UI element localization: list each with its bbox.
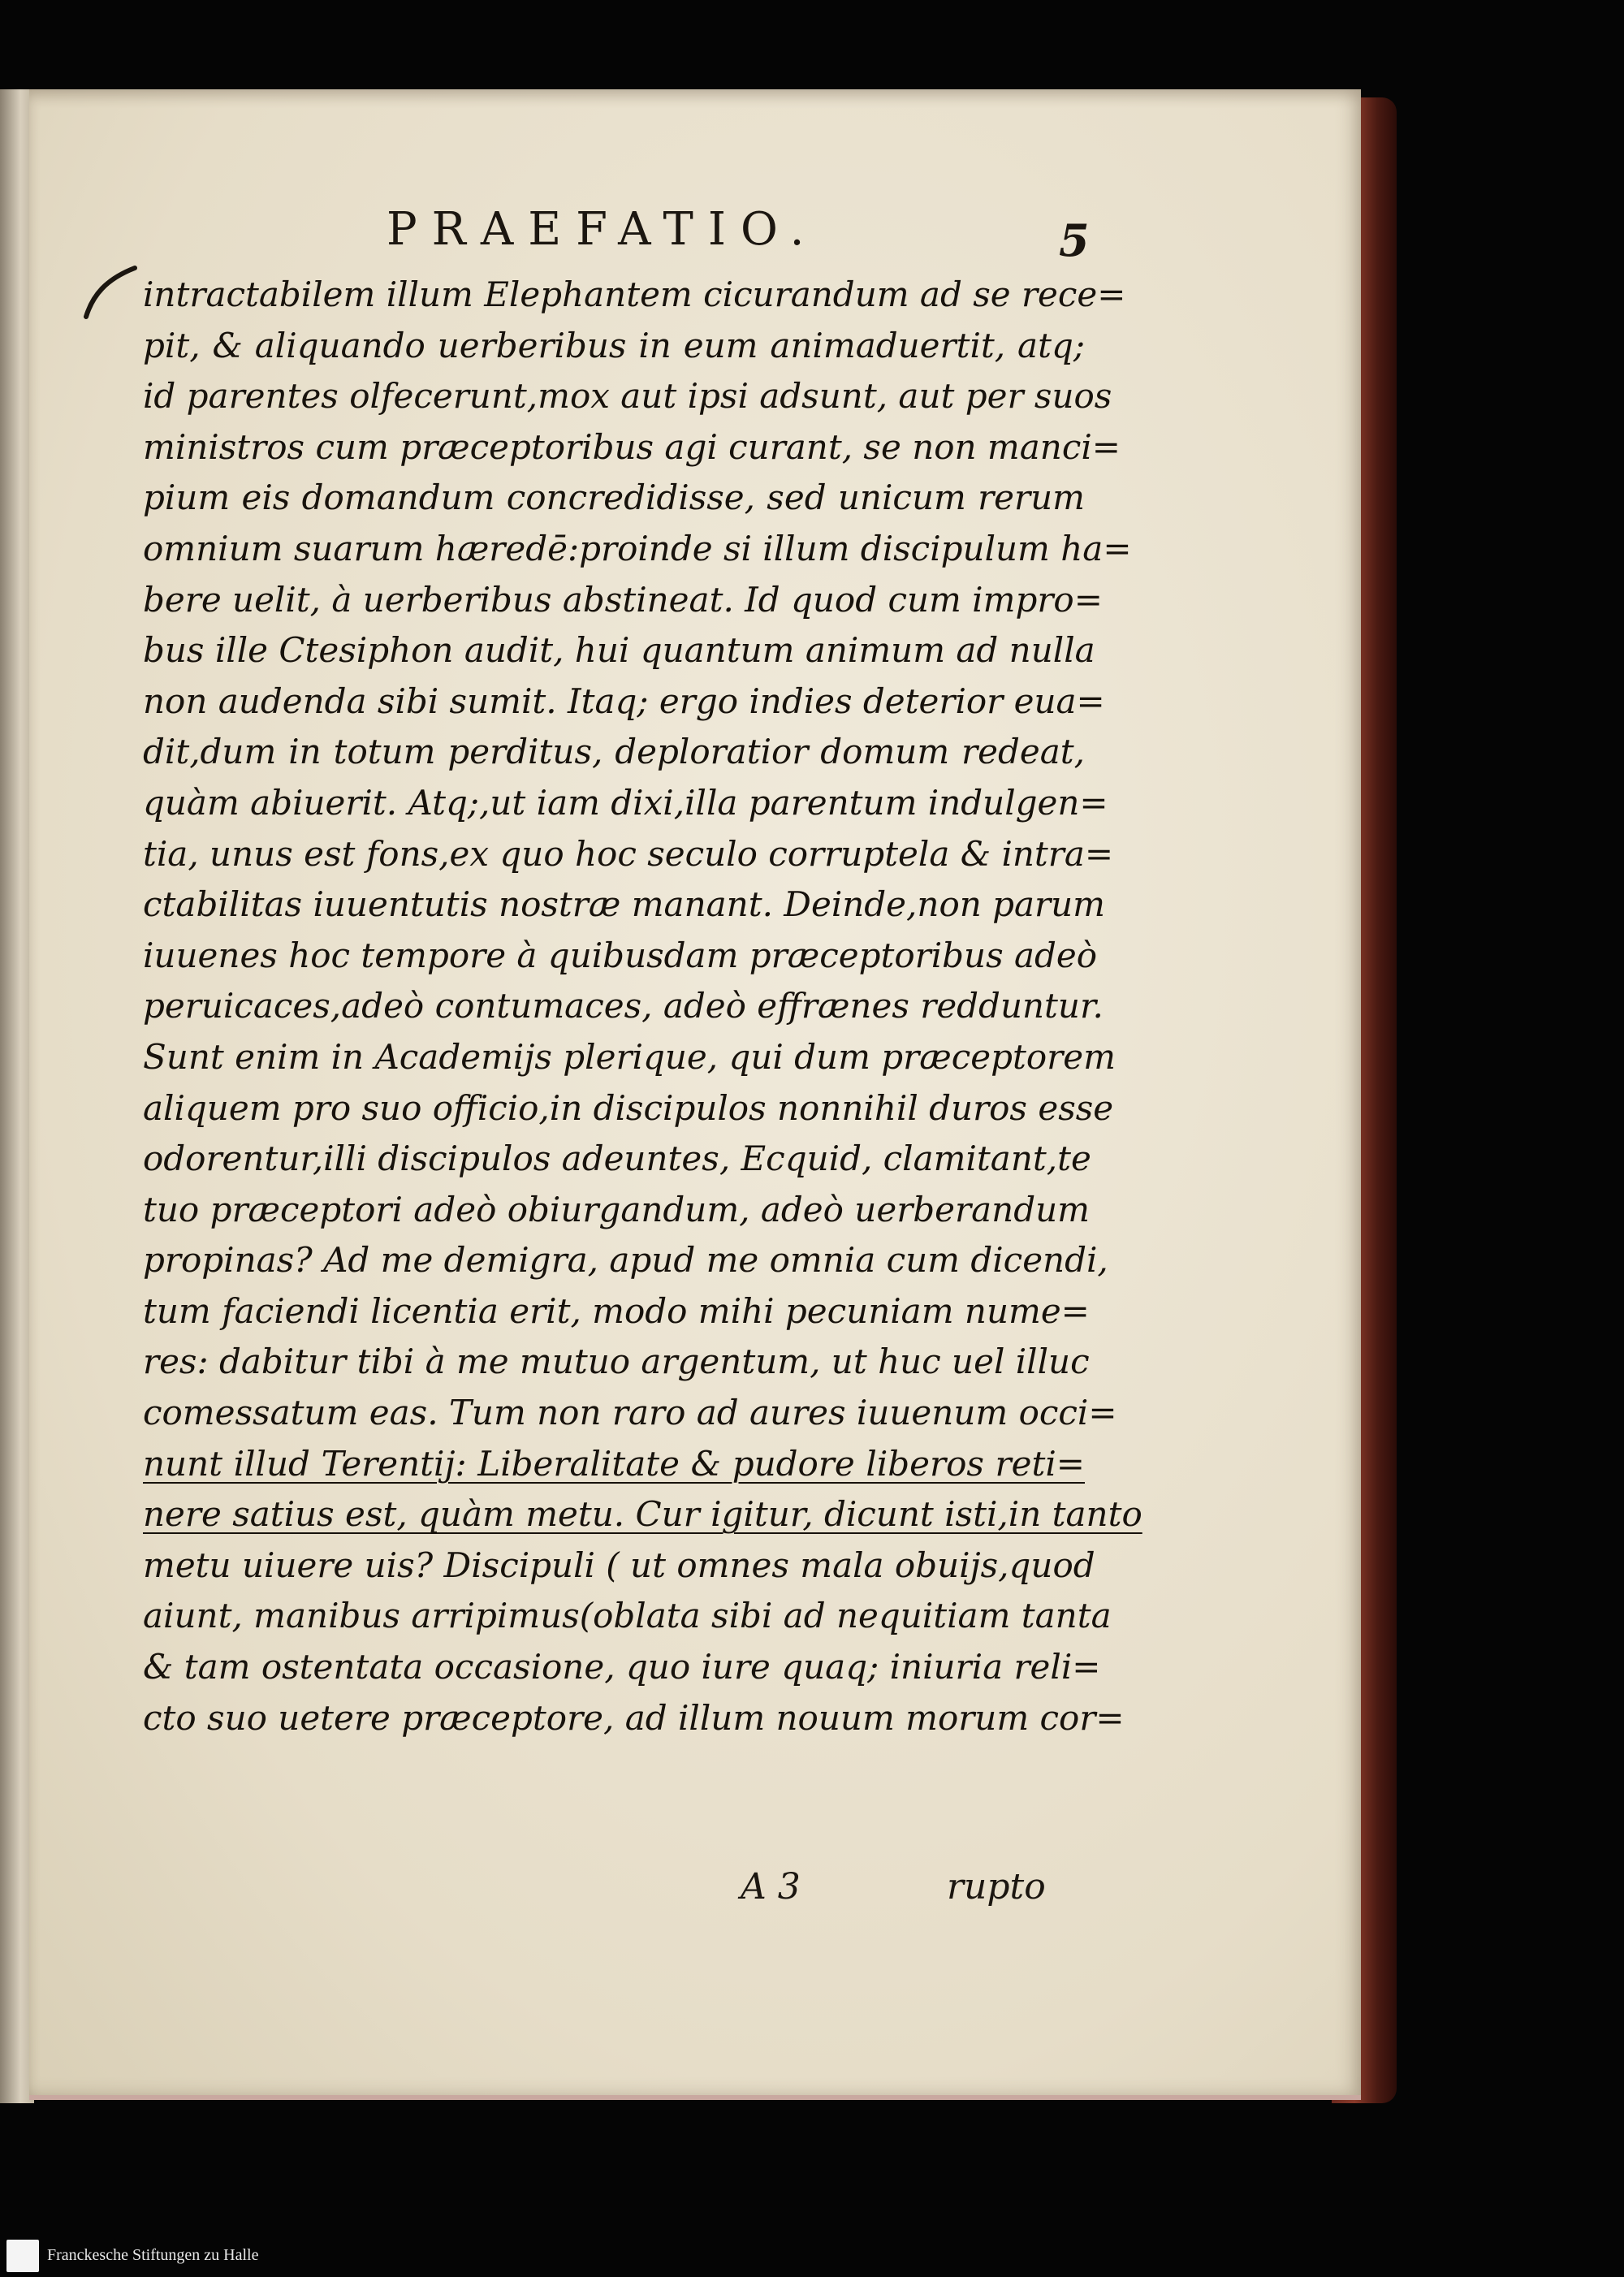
text-line: non audenda sibi sumit. Itaq; ergo indies deterior eua= [143, 681, 1105, 721]
catchword: rupto [947, 1866, 1046, 1908]
text-line: ministros cum præceptoribus agi curant, se non manci= [143, 426, 1121, 467]
text-line: bus ille Ctesiphon audit, hui quantum animum ad nulla [143, 630, 1095, 671]
running-head [29, 203, 1361, 276]
footer-bar [0, 2235, 1624, 2277]
text-line: bere uelit, à uerberibus abstineat. Id quod cum impro= [143, 579, 1103, 620]
signature-line [29, 1860, 1361, 1916]
text-line: tum faciendi licentia erit, modo mihi pecuniam nume= [143, 1290, 1090, 1331]
book-page [29, 89, 1361, 2100]
text-line: intractabilem illum Elephantem cicurandum ad se rece= [143, 274, 1126, 314]
signature-mark: A 3 [741, 1866, 801, 1908]
text-line: comessatum eas. Tum non raro ad aures iuuenum occi= [143, 1393, 1117, 1433]
text-line: pium eis domandum concredidisse, sed unicum rerum [143, 477, 1085, 518]
text-line: odorentur,illi discipulos adeuntes, Ecquid, clamitant,te [143, 1138, 1091, 1179]
footer-institution-name: Franckesche Stiftungen zu Halle [47, 2246, 259, 2264]
text-line: metu uiuere uis? Discipuli ( ut omnes mala obuijs,quod [143, 1545, 1095, 1585]
text-line: propinas? Ad me demigra, apud me omnia cum dicendi, [143, 1240, 1108, 1281]
text-line: cto suo uetere præceptore, ad illum nouum morum cor= [143, 1697, 1125, 1738]
text-line: peruicaces,adeò contumaces, adeò effrænes redduntur. [143, 986, 1104, 1026]
text-line: aliquem pro suo officio,in discipulos nonnihil duros esse [143, 1087, 1114, 1128]
text-line: id parentes olfecerunt,mox aut ipsi adsunt, aut per suos [143, 376, 1112, 417]
text-line: Sunt enim in Academijs plerique, qui dum præceptorem [143, 1036, 1116, 1077]
institution-logo-icon [6, 2240, 39, 2272]
text-line: res: dabitur tibi à me mutuo argentum, ut huc uel illuc [143, 1342, 1090, 1382]
text-line: tia, unus est fons,ex quo hoc seculo corruptela & intra= [143, 833, 1114, 874]
body-text [143, 270, 1142, 1743]
text-line: tuo præceptori adeò obiurgandum, adeò uerberandum [143, 1189, 1090, 1229]
text-line: ctabilitas iuuentutis nostræ manant. Deinde,non parum [143, 884, 1106, 925]
page-number: 5 [1059, 214, 1090, 266]
text-line: & tam ostentata occasione, quo iure quaq; iniuria reli= [143, 1647, 1101, 1687]
text-line: dit,dum in totum perditus, deploratior domum redeat, [143, 732, 1085, 772]
text-line-underlined: nunt illud Terentij: Liberalitate & pudore liberos reti= [143, 1443, 1085, 1484]
text-line: quàm abiuerit. Atq;,ut iam dixi,illa parentum indulgen= [143, 782, 1108, 823]
text-line: aiunt, manibus arripimus(oblata sibi ad nequitiam tanta [143, 1596, 1112, 1636]
text-line: omnium suarum hæredē:proinde si illum discipulum ha= [143, 528, 1132, 568]
text-line: iuuenes hoc tempore à quibusdam præceptoribus adeò [143, 935, 1098, 975]
running-title: PRAEFATIO. [387, 203, 819, 256]
text-line-underlined: nere satius est, quàm metu. Cur igitur, dicunt isti,in tanto [143, 1494, 1142, 1535]
text-line: pit, & aliquando uerberibus in eum animaduertit, atq; [143, 325, 1085, 365]
